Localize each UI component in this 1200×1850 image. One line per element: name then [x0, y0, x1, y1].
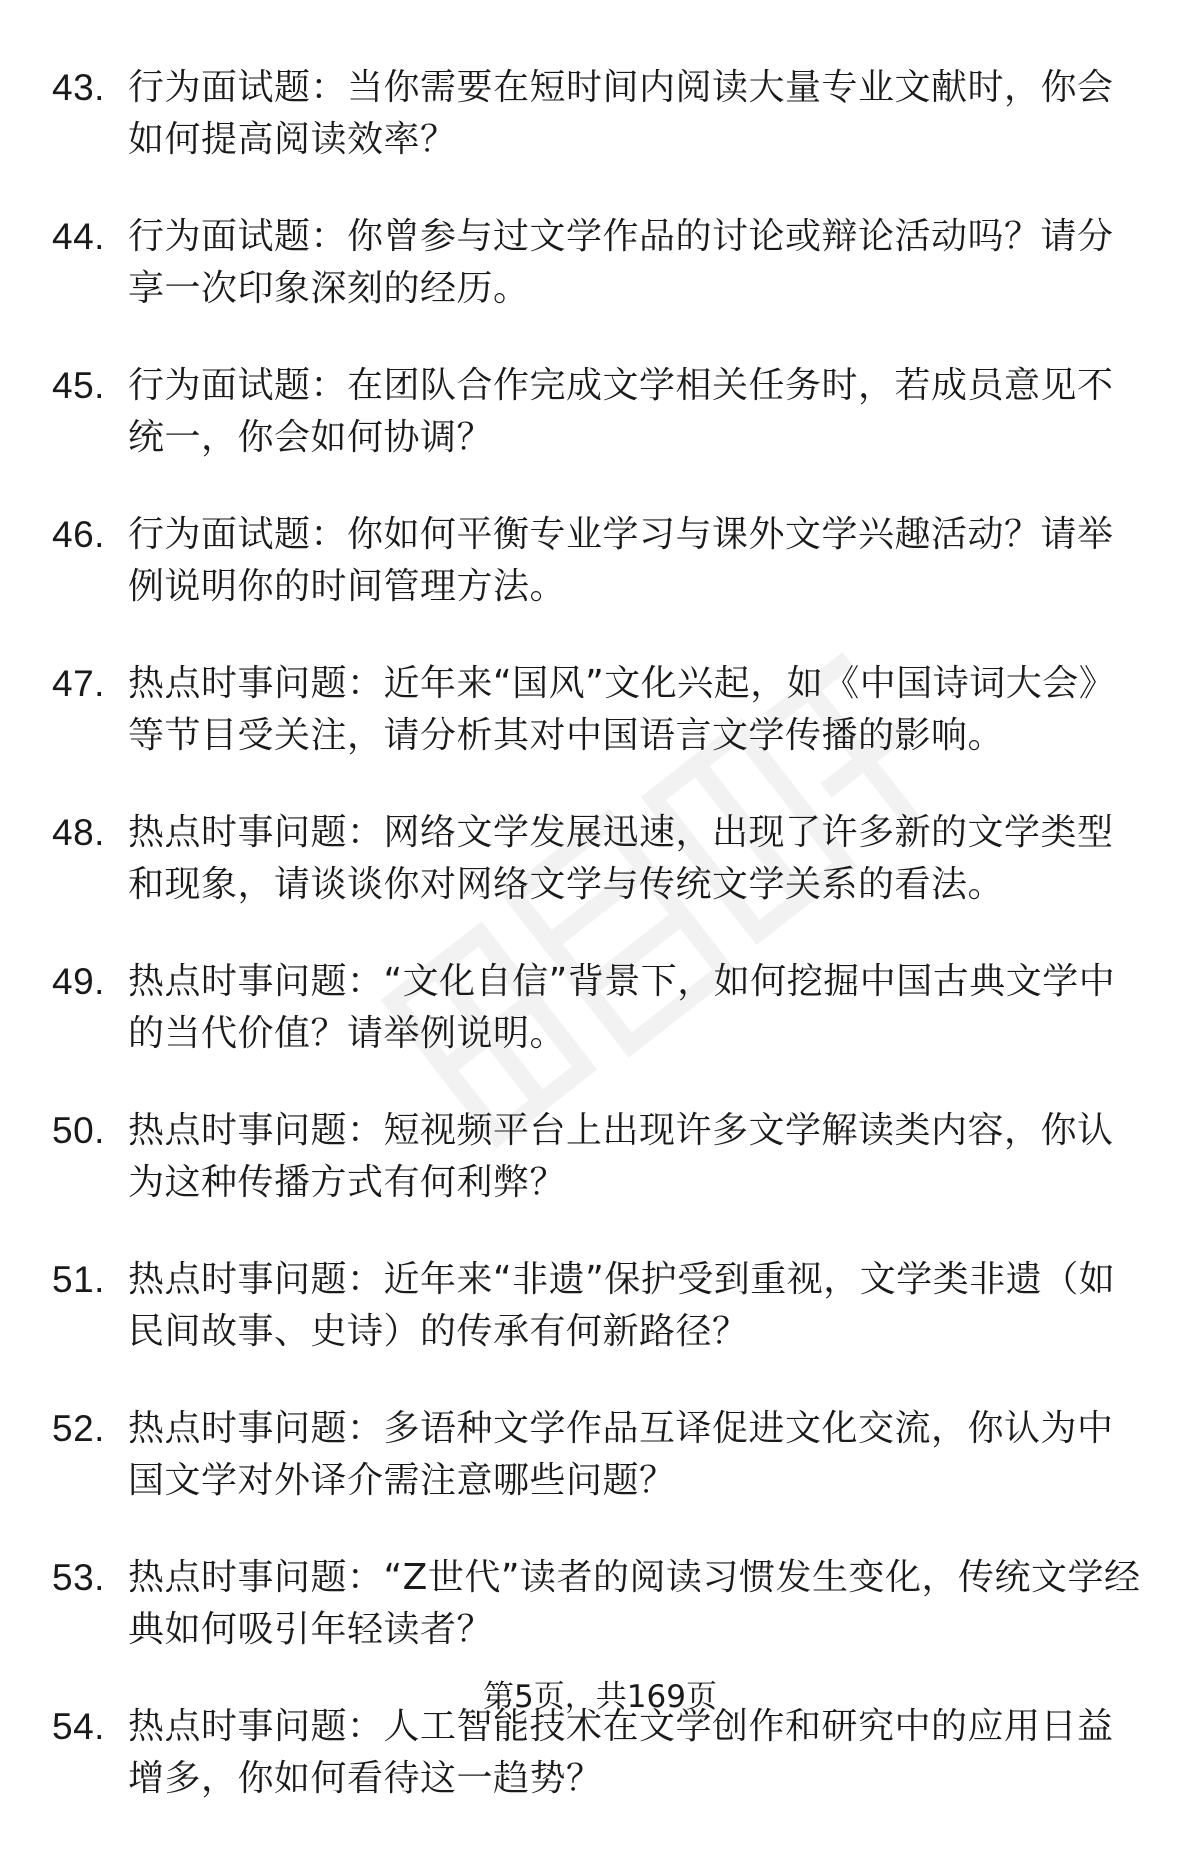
question-item — [52, 658, 1142, 762]
question-text: 行为面试题：你如何平衡专业学习与课外文学兴趣活动？请举例说明你的时间管理方法。 — [128, 514, 1114, 607]
question-number: 46. — [52, 514, 105, 555]
question-item — [52, 956, 1142, 1060]
question-number: 44. — [52, 216, 105, 257]
question-list — [52, 62, 1142, 1850]
question-item — [52, 807, 1142, 911]
question-item — [52, 360, 1142, 464]
question-text: 行为面试题：当你需要在短时间内阅读大量专业文献时，你会如何提高阅读效率？ — [128, 67, 1114, 160]
question-number: 48. — [52, 812, 105, 853]
question-item — [52, 509, 1142, 613]
question-number: 51. — [52, 1259, 105, 1300]
question-item — [52, 1552, 1142, 1656]
question-number: 52. — [52, 1408, 105, 1449]
question-text: 热点时事问题：网络文学发展迅速，出现了许多新的文学类型和现象，请谈谈你对网络文学与传统文学关系的看法。 — [128, 812, 1114, 905]
question-text: 行为面试题：你曾参与过文学作品的讨论或辩论活动吗？请分享一次印象深刻的经历。 — [128, 216, 1114, 309]
question-item — [52, 1254, 1142, 1358]
question-text: 热点时事问题：近年来“国风”文化兴起，如《中国诗词大会》等节目受关注，请分析其对中国语言文学传播的影响。 — [128, 663, 1116, 756]
page-footer: 第5页，共169页 — [483, 1679, 717, 1715]
question-number: 47. — [52, 663, 105, 704]
question-number: 49. — [52, 961, 105, 1002]
question-text: 热点时事问题：多语种文学作品互译促进文化交流，你认为中国文学对外译介需注意哪些问题？ — [128, 1408, 1114, 1501]
question-text: 行为面试题：在团队合作完成文学相关任务时，若成员意见不统一，你会如何协调？ — [128, 365, 1114, 458]
question-text: 热点时事问题：“Z世代”读者的阅读习惯发生变化，传统文学经典如何吸引年轻读者？ — [128, 1557, 1141, 1650]
question-number: 53. — [52, 1557, 105, 1598]
question-text: 热点时事问题：“文化自信”背景下，如何挖掘中国古典文学中的当代价值？请举例说明。 — [128, 961, 1116, 1054]
question-text: 热点时事问题：短视频平台上出现许多文学解读类内容，你认为这种传播方式有何利弊？ — [128, 1110, 1114, 1203]
question-number: 45. — [52, 365, 105, 406]
question-item — [52, 1105, 1142, 1209]
question-item — [52, 211, 1142, 315]
question-number: 54. — [52, 1706, 105, 1747]
question-item — [52, 62, 1142, 166]
question-number: 50. — [52, 1110, 105, 1151]
question-text: 热点时事问题：人工智能技术在文学创作和研究中的应用日益增多，你如何看待这一趋势？ — [128, 1706, 1114, 1799]
question-number: 43. — [52, 67, 105, 108]
question-text: 热点时事问题：近年来“非遗”保护受到重视，文学类非遗（如民间故事、史诗）的传承有何新路径？ — [128, 1259, 1116, 1352]
question-item — [52, 1403, 1142, 1507]
